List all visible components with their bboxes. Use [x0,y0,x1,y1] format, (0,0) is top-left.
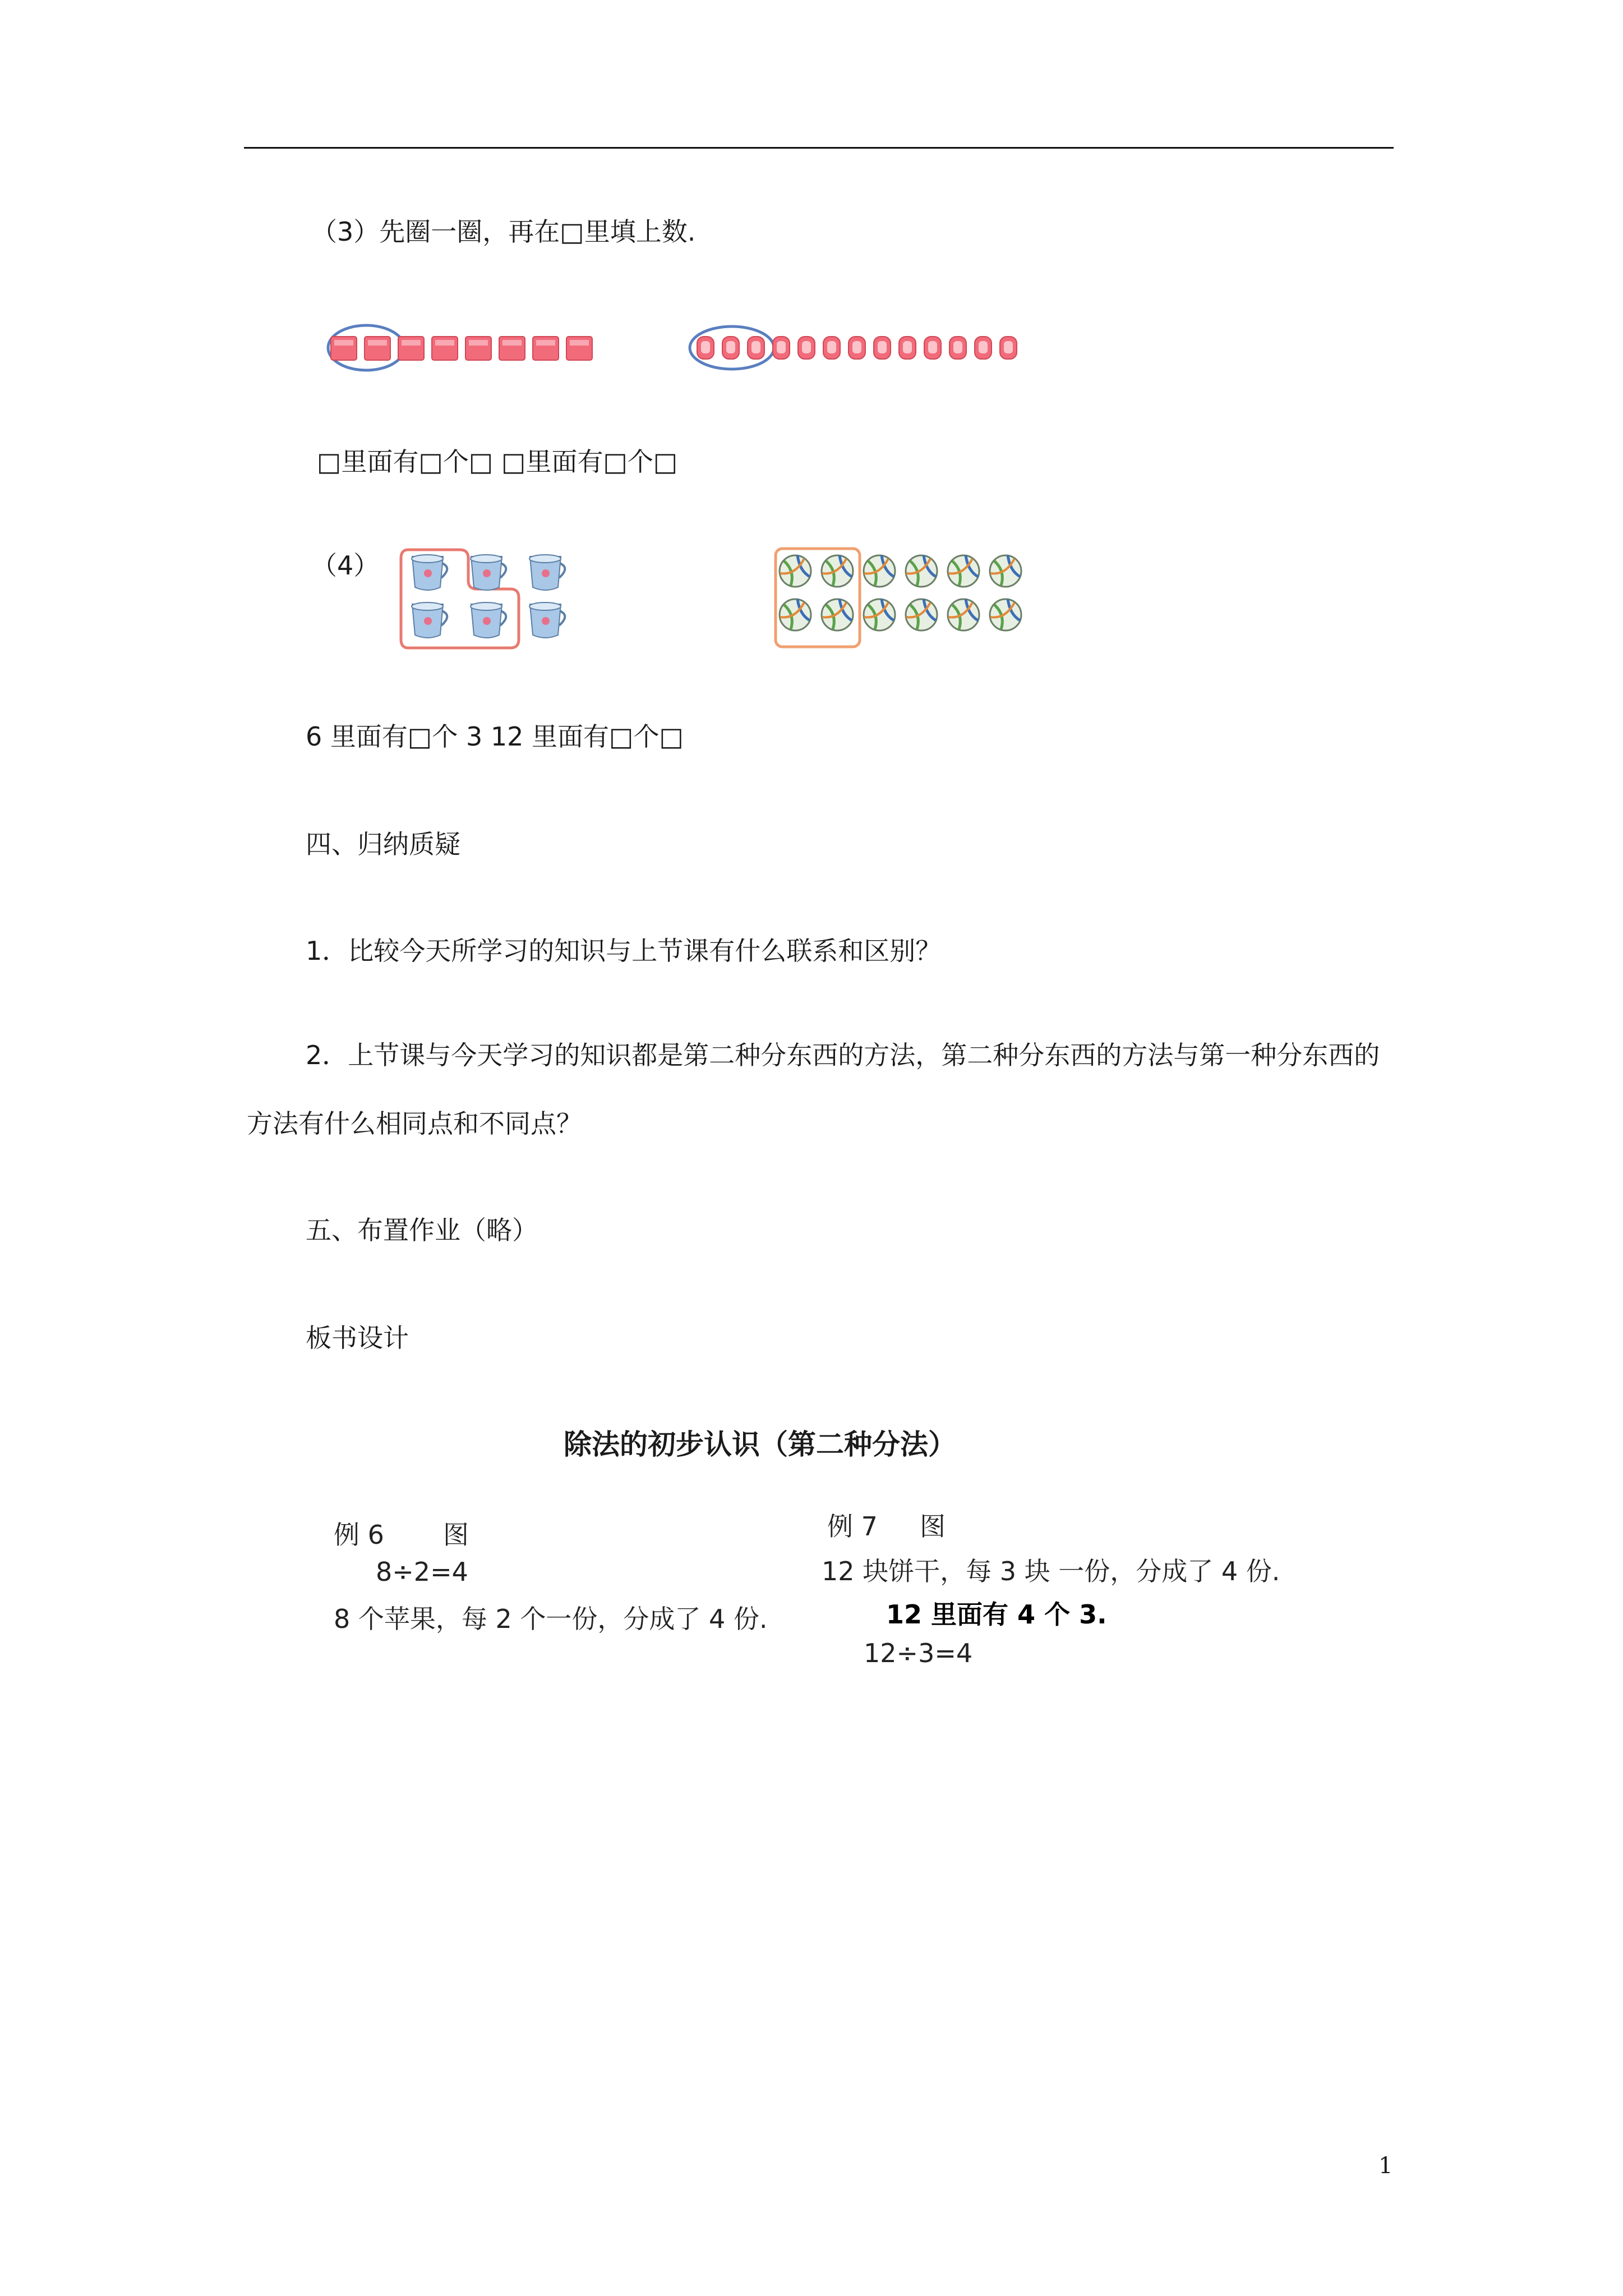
cup-icon [412,602,447,638]
cup-icon [529,555,565,590]
square-block-icon [499,337,525,360]
q4-cups-figure [398,544,611,656]
ex6-equation: 8÷2=4 [376,1557,468,1587]
section5-heading: 五、布置作业（略） [306,1215,538,1245]
ex6-figure: 图 [443,1520,469,1550]
bead-icon [975,337,992,359]
square-block-icon [398,337,424,360]
ex7-label: 例 7 [827,1511,878,1542]
q3-right-beads-figure [687,314,1035,381]
ex6-text: 8 个苹果，每 2 个一份，分成了 4 份. [334,1604,768,1634]
cup-icon [471,555,506,590]
ex7-bold-text: 12 里面有 4 个 3. [886,1599,1107,1630]
bead-icon [874,337,891,359]
ball-icon [822,599,853,631]
bead-icon [924,337,941,359]
header-rule [244,147,1394,149]
ball-icon [906,555,937,587]
bead-icon [773,337,790,359]
square-block-icon [566,337,592,360]
bead-icon [798,337,815,359]
ball-icon [948,555,979,587]
ball-icon [948,599,979,631]
cup-icon [529,602,565,638]
q4-label: （4） [311,550,380,581]
square-block-icon [331,337,357,360]
q3-answer-line: □里面有□个□ □里面有□个□ [317,447,678,477]
square-block-icon [465,337,491,360]
q4-balls-figure [771,544,1052,656]
bead-icon [722,337,739,359]
bead-icon [697,337,714,359]
ball-icon [822,555,853,587]
ball-icon [864,555,895,587]
ex7-equation: 12÷3=4 [864,1638,973,1668]
section4-item2: 2．上节课与今天学习的知识都是第二种分东西的方法，第二种分东西的方法与第一种分东西的方法有什么相同点和不同点？ [247,1040,1380,1139]
bead-icon [823,337,840,359]
ball-icon [990,555,1021,587]
section4-item1: 1．比较今天所学习的知识与上节课有什么联系和区别？ [306,936,942,966]
cup-icon [471,602,506,638]
section4-heading: 四、归纳质疑 [306,829,460,859]
ball-icon [780,555,811,587]
ball-icon [990,599,1021,631]
bead-icon [899,337,916,359]
board-design-label: 板书设计 [306,1323,409,1353]
bead-icon [1000,337,1017,359]
q3-left-blocks-figure [317,314,631,381]
bead-icon [849,337,865,359]
ball-icon [780,599,811,631]
board-title: 除法的初步认识（第二种分法） [564,1428,956,1461]
square-block-icon [533,337,559,360]
square-block-icon [432,337,458,360]
q4-answer-line: 6 里面有□个 3 12 里面有□个□ [306,721,684,752]
ball-icon [906,599,937,631]
bead-icon [748,337,764,359]
page-number: 1 [1378,2153,1393,2179]
ex7-figure: 图 [920,1511,946,1542]
ex7-text: 12 块饼干，每 3 块 一份，分成了 4 份. [822,1556,1280,1586]
ex6-label: 例 6 [334,1520,384,1550]
cup-icon [412,555,447,590]
ball-icon [864,599,895,631]
bead-icon [949,337,966,359]
square-block-icon [365,337,390,360]
q3-label: （3）先圈一圈，再在□里填上数. [311,217,696,247]
